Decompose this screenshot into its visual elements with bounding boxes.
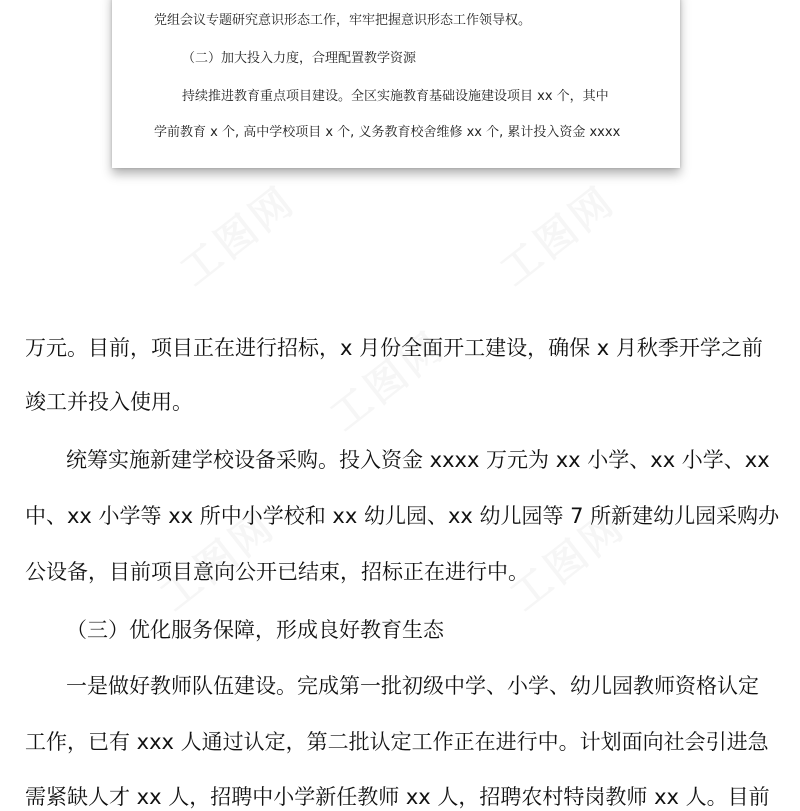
excerpt-line: 学前教育 x 个, 高中学校项目 x 个, 义务教育校舍维修 xx 个, 累计投入资金 xxxx	[154, 125, 621, 140]
watermark: 工图网	[501, 502, 635, 621]
excerpt-section-heading: （二）加大投入力度，合理配置教学资源	[182, 51, 417, 66]
excerpt-line: 党组会议专题研究意识形态工作，牢牢把握意识形态工作领导权。	[154, 13, 532, 28]
watermark: 工图网	[171, 177, 305, 296]
body-line: 中、xx 小学等 xx 所中小学校和 xx 幼儿园、xx 幼儿园等 7 所新建幼儿园采购办	[25, 504, 780, 528]
watermark: 工图网	[151, 502, 285, 621]
body-line: 万元。目前，项目正在进行招标，x 月份全面开工建设，确保 x 月秋季开学之前	[25, 336, 763, 360]
excerpt-line: 持续推进教育重点项目建设。全区实施教育基础设施建设项目 xx 个，其中	[182, 89, 609, 104]
section-heading: （三）优化服务保障，形成良好教育生态	[66, 618, 444, 642]
body-line: 竣工并投入使用。	[25, 390, 193, 414]
body-line: 工作，已有 xxx 人通过认定，第二批认定工作正在进行中。计划面向社会引进急	[25, 730, 769, 754]
body-line: 需紧缺人才 xx 人，招聘中小学新任教师 xx 人，招聘农村特岗教师 xx 人。目前	[25, 785, 770, 809]
body-line: 公设备，目前项目意向公开已结束，招标正在进行中。	[25, 560, 529, 584]
watermark: 工图网	[491, 177, 625, 296]
watermark: 工图网	[321, 322, 455, 441]
body-line: 一是做好教师队伍建设。完成第一批初级中学、小学、幼儿园教师资格认定	[66, 674, 759, 698]
body-line: 统筹实施新建学校设备采购。投入资金 xxxx 万元为 xx 小学、xx 小学、xx	[66, 448, 770, 472]
document-page-excerpt	[112, 0, 680, 168]
